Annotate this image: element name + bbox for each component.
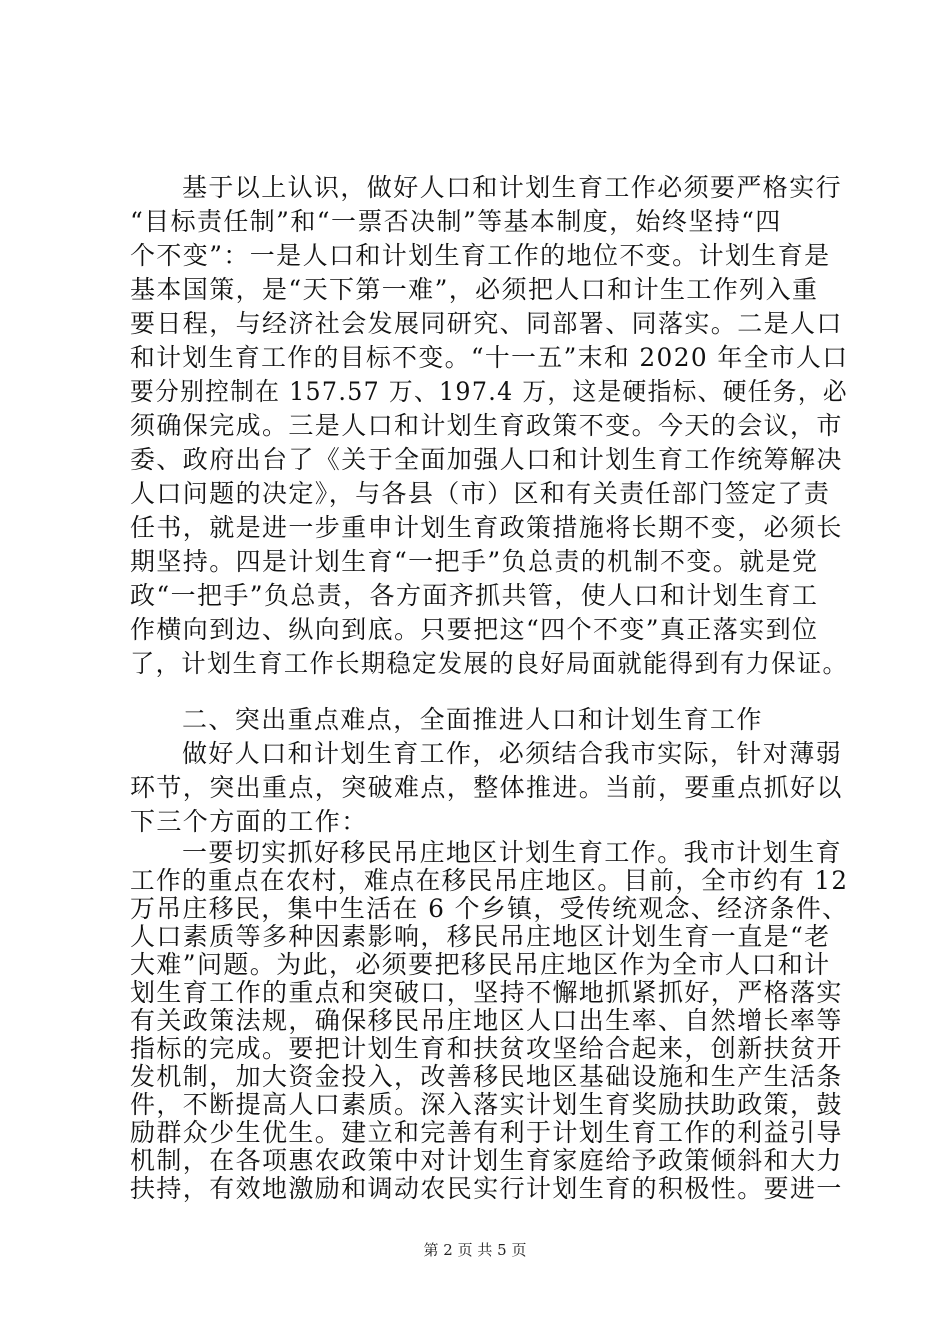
text-line: 作横向到边、纵向到底。只要把这“四个不变”真正落实到位 (130, 615, 819, 644)
text-line: 要日程，与经济社会发展同研究、同部署、同落实。二是人口 (130, 309, 843, 338)
text-line: 人口问题的决定》，与各县（市）区和有关责任部门签定了责 (130, 479, 831, 508)
text-line: 了，计划生育工作长期稳定发展的良好局面就能得到有力保证。 (130, 649, 849, 678)
text-line: 指标的完成。要把计划生育和扶贫攻坚给合起来，创新扶贫开 (130, 1034, 843, 1063)
page-number: 第 2 页 共 5 页 (423, 1241, 527, 1259)
section-heading: 二、突出重点难点，全面推进人口和计划生育工作 (182, 705, 763, 734)
text-line: 基本国策，是“天下第一难”，必须把人口和计生工作列入重 (130, 275, 819, 304)
text-line: 委、政府出台了《关于全面加强人口和计划生育工作统筹解决 (130, 445, 843, 474)
text-line: 基于以上认识，做好人口和计划生育工作必须要严格实行 (182, 173, 843, 202)
text-line: 万吊庄移民，集中生活在 6 个乡镇，受传统观念、经济条件、 (130, 894, 849, 923)
text-line: 励群众少生优生。建立和完善有利于计划生育工作的利益引导 (130, 1118, 843, 1147)
text-line: 要分别控制在 157.57 万、197.4 万，这是硬指标、硬任务，必 (130, 377, 848, 406)
text-line: 有关政策法规，确保移民吊庄地区人口出生率、自然增长率等 (130, 1006, 843, 1035)
text-line: 人口素质等多种因素影响，移民吊庄地区计划生育一直是“老 (130, 922, 831, 951)
text-line: “目标责任制”和“一票否决制”等基本制度，始终坚持“四 (130, 207, 782, 236)
text-line: 下三个方面的工作： (130, 807, 368, 836)
text-line: 环节，突出重点，突破难点，整体推进。当前，要重点抓好以 (130, 773, 843, 802)
text-line: 扶持，有效地激励和调动农民实行计划生育的积极性。要进一 (130, 1174, 843, 1203)
text-line: 任书，就是进一步重申计划生育政策措施将长期不变，必须长 (130, 513, 843, 542)
text-line: 须确保完成。三是人口和计划生育政策不变。今天的会议，市 (130, 411, 843, 440)
text-line: 机制，在各项惠农政策中对计划生育家庭给予政策倾斜和大力 (130, 1146, 843, 1175)
text-line: 个不变”：一是人口和计划生育工作的地位不变。计划生育是 (130, 241, 831, 270)
text-line: 期坚持。四是计划生育“一把手”负总责的机制不变。就是党 (130, 547, 819, 576)
text-line: 划生育工作的重点和突破口，坚持不懈地抓紧抓好，严格落实 (130, 978, 843, 1007)
text-line: 和计划生育工作的目标不变。“十一五”末和 2020 年全市人口 (130, 343, 849, 372)
text-line: 大难”问题。为此，必须要把移民吊庄地区作为全市人口和计 (130, 950, 831, 979)
text-line: 发机制，加大资金投入，改善移民地区基础设施和生产生活条 (130, 1062, 843, 1091)
text-line: 件，不断提高人口素质。深入落实计划生育奖励扶助政策，鼓 (130, 1090, 843, 1119)
text-line: 做好人口和计划生育工作，必须结合我市实际，针对薄弱 (182, 739, 843, 768)
text-line: 政“一把手”负总责，各方面齐抓共管，使人口和计划生育工 (130, 581, 819, 610)
text-line: 工作的重点在农村，难点在移民吊庄地区。目前，全市约有 12 (130, 866, 849, 895)
text-line: 一要切实抓好移民吊庄地区计划生育工作。我市计划生育 (182, 838, 843, 867)
